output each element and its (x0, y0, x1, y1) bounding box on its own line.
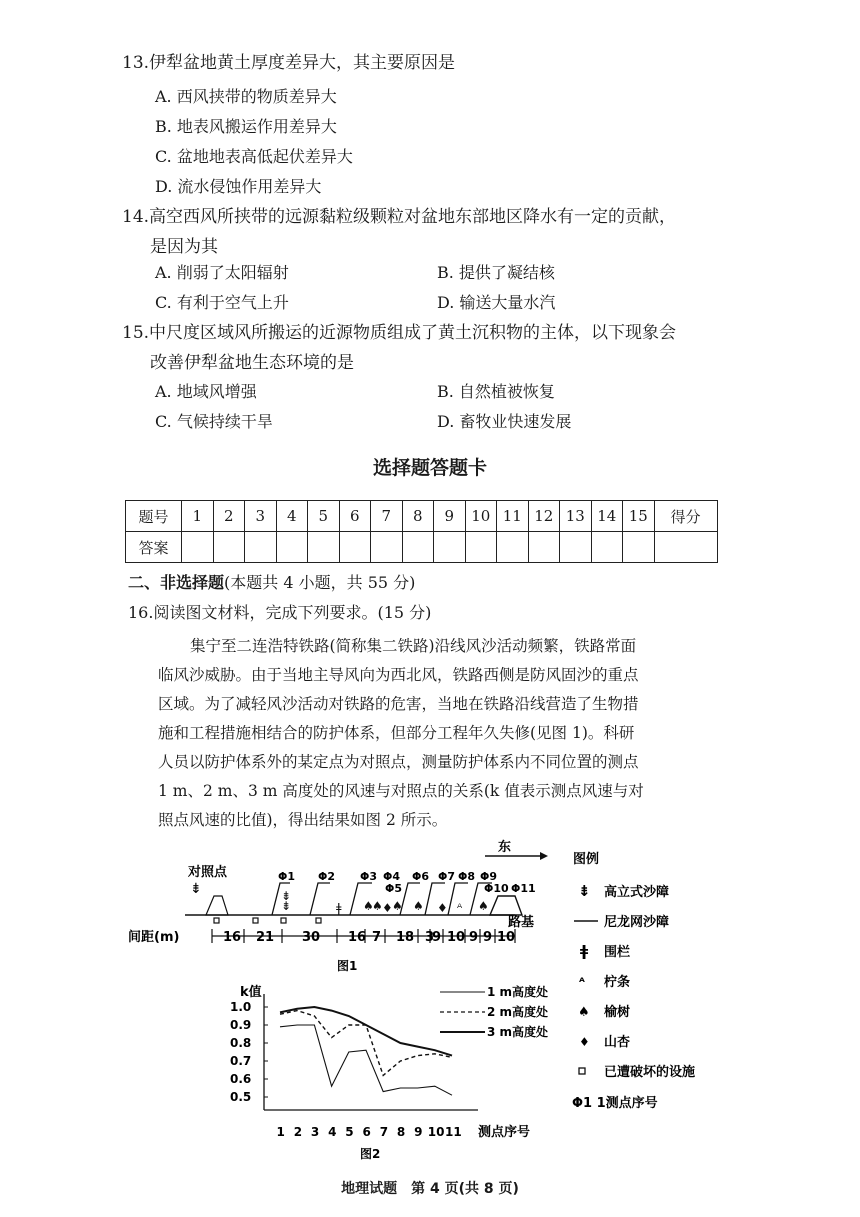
legend (572, 851, 695, 1111)
damaged-facility-icon (214, 918, 219, 923)
damaged-facility-icon (579, 1068, 585, 1074)
spacing-value: 21 (256, 930, 275, 945)
point-label: Φ8 (458, 870, 476, 883)
q15-option-b: B. 自然植被恢复 (437, 382, 555, 401)
section-heading (128, 570, 415, 593)
number-cell: 7 (371, 501, 403, 532)
q16-stem: 16.阅读图文材料，完成下列要求。(15 分) (128, 603, 432, 622)
y-tick-label: 0.5 (230, 1090, 252, 1104)
q16-paragraph-line-3: 区域。为了减轻风沙活动对铁路的危害，当地在铁路沿线营造了生物措 (158, 695, 639, 713)
roadbed-label: 路基 (508, 915, 535, 930)
score-cell[interactable] (654, 532, 717, 563)
number-cell: 5 (308, 501, 340, 532)
q15-option-d: D. 畜牧业快速发展 (437, 412, 572, 431)
spacing-value: 9 (432, 930, 442, 945)
y-tick-label: 0.7 (230, 1054, 252, 1068)
q15-option-c: C. 气候持续干旱 (155, 412, 273, 431)
answer-cell[interactable] (402, 532, 434, 563)
x-tick-label: 11 (445, 1125, 462, 1139)
q14-option-a: A. 削弱了太阳辐射 (155, 263, 289, 282)
apricot-tree-icon: ♦ (437, 901, 448, 915)
x-tick-label: 7 (379, 1125, 389, 1139)
answer-cell[interactable] (182, 532, 214, 563)
spacing-value: 10 (497, 930, 516, 945)
point-label: Φ1 (278, 870, 296, 883)
chart-ylabel: k值 (240, 985, 262, 1000)
series-2-legend-label: 2 m高度处 (487, 1005, 549, 1019)
x-tick-label: 10 (427, 1125, 445, 1139)
spacing-value: 16 (223, 930, 242, 945)
point-label: Φ5 (385, 882, 403, 895)
elm-tree-icon: ♠ (478, 899, 489, 913)
q13-option-d: D. 流水侵蚀作用差异大 (155, 177, 322, 196)
answer-cell[interactable] (497, 532, 529, 563)
chart-xlabel: 测点序号 (478, 1125, 531, 1140)
section-note: (本题共 4 小题，共 55 分) (224, 573, 416, 592)
number-cell: 14 (591, 501, 623, 532)
fence-icon: ǂ (580, 942, 589, 960)
number-row-label: 题号 (126, 501, 182, 532)
series-2-line (280, 1011, 452, 1076)
spacing-value: 16 (348, 930, 367, 945)
answer-cell[interactable] (465, 532, 497, 563)
damaged-facility-icon (281, 918, 286, 923)
q13-option-b: B. 地表风搬运作用差异大 (155, 117, 337, 136)
answer-cell[interactable] (371, 532, 403, 563)
number-cell: 3 (245, 501, 277, 532)
point-label: Φ6 (412, 870, 430, 883)
control-point-mound (206, 896, 228, 915)
q13-option-a: A. 西风挟带的物质差异大 (155, 87, 337, 106)
q14-option-c: C. 有利于空气上升 (155, 293, 289, 312)
answer-cell[interactable] (591, 532, 623, 563)
q15-option-a: A. 地域风增强 (155, 382, 257, 401)
control-point-barrier-icon: ⇟ (190, 881, 202, 897)
number-cell: 12 (528, 501, 560, 532)
series-1-line (280, 1025, 452, 1095)
number-cell: 4 (276, 501, 308, 532)
q16-paragraph-line-1: 集宁至二连浩特铁路(简称集二铁路)沿线风沙活动频繁，铁路常面 (190, 637, 637, 655)
elm-tree-icon: ♠ (392, 899, 403, 913)
q15-stem: 15.中尺度区域风所搬运的近源物质组成了黄土沉积物的主体，以下现象会 (122, 323, 677, 343)
figure-2-chart (230, 984, 548, 1161)
point-label: Φ4 (383, 870, 401, 883)
answer-cell[interactable] (245, 532, 277, 563)
q15-stem-cont: 改善伊犁盆地生态环境的是 (150, 353, 354, 373)
legend-label: 榆树 (604, 1005, 631, 1020)
elm-tree-icon: ♠ (363, 899, 374, 913)
number-cell: 2 (213, 501, 245, 532)
answer-cell[interactable] (213, 532, 245, 563)
y-tick-label: 0.8 (230, 1036, 252, 1050)
q16-paragraph-line-7: 照点风速的比值)，得出结果如图 2 所示。 (158, 811, 448, 829)
elm-tree-icon: ♠ (578, 1005, 590, 1020)
legend-label: 山杏 (604, 1035, 631, 1050)
q13-stem: 13.伊犁盆地黄土厚度差异大，其主要原因是 (122, 53, 456, 73)
answer-cell[interactable] (339, 532, 371, 563)
legend-label: 围栏 (604, 945, 631, 960)
high-sand-barrier-icon: ⇟ (281, 899, 292, 913)
elm-tree-icon: ♠ (372, 899, 383, 913)
x-tick-label: 6 (362, 1125, 371, 1139)
answer-cell[interactable] (276, 532, 308, 563)
answer-cell[interactable] (308, 532, 340, 563)
legend-label: 尼龙网沙障 (604, 915, 670, 930)
spacing-value: 3 (425, 930, 435, 945)
answer-card-answer-row (126, 532, 718, 563)
number-cell: 1 (182, 501, 214, 532)
q16-paragraph-line-2: 临风沙威胁。由于当地主导风向为西北风，铁路西侧是防风固沙的重点 (158, 666, 639, 684)
number-cell: 6 (339, 501, 371, 532)
caragana-icon: ᴬ (457, 901, 463, 915)
series-3-line (280, 1007, 452, 1056)
spacing-label: 间距(m) (128, 930, 180, 945)
number-cell: 8 (402, 501, 434, 532)
answer-row-label: 答案 (126, 532, 182, 563)
damaged-facility-icon (253, 918, 258, 923)
fence-icon: ǂ (336, 901, 342, 915)
legend-label: 高立式沙障 (604, 885, 670, 900)
answer-card-table (125, 500, 718, 563)
point-label: Φ9 (480, 870, 498, 883)
nylon-net-barrier (310, 883, 330, 915)
page-footer: 地理试题 第 4 页(共 8 页) (341, 1181, 519, 1197)
spacing-value: 10 (447, 930, 466, 945)
q13-option-c: C. 盆地地表高低起伏差异大 (155, 147, 353, 166)
x-tick-label: 2 (293, 1125, 303, 1139)
elm-tree-icon: ♠ (413, 899, 424, 913)
point-label: Φ2 (318, 870, 336, 883)
q14-option-b: B. 提供了凝结核 (437, 263, 555, 282)
roadbed-shape (490, 896, 522, 915)
answer-card-title: 选择题答题卡 (372, 457, 487, 479)
x-tick-label: 5 (345, 1125, 354, 1139)
spacing-value: 9 (483, 930, 493, 945)
score-label: 得分 (654, 501, 717, 532)
point-label: Φ10 (484, 882, 509, 895)
answer-cell[interactable] (528, 532, 560, 563)
y-tick-label: 0.6 (230, 1072, 252, 1086)
x-tick-label: 3 (310, 1125, 320, 1139)
x-tick-label: 1 (276, 1125, 285, 1139)
number-cell: 15 (623, 501, 655, 532)
legend-label: 已遭破坏的设施 (604, 1065, 696, 1080)
q16-paragraph-line-4: 施和工程措施相结合的防护体系，但部分工程年久失修(见图 1)。科研 (158, 724, 635, 742)
answer-cell[interactable] (623, 532, 655, 563)
legend-title: 图例 (573, 852, 600, 867)
figure-1-caption: 图1 (337, 959, 358, 973)
caragana-icon: ᴬ (579, 975, 585, 989)
direction-label: 东 (498, 840, 512, 855)
spacing-value: 9 (469, 930, 479, 945)
number-cell: 11 (497, 501, 529, 532)
y-tick-label: 0.9 (230, 1018, 252, 1032)
spacing-value: 7 (372, 930, 382, 945)
spacing-value: 30 (302, 930, 321, 945)
x-tick-label: 9 (414, 1125, 423, 1139)
point-label: Φ11 (511, 882, 536, 895)
q16-paragraph-line-5: 人员以防护体系外的某定点为对照点，测量防护体系内不同位置的测点 (158, 753, 639, 771)
point-label: Φ7 (438, 870, 456, 883)
x-tick-label: 4 (328, 1125, 337, 1139)
number-cell: 13 (560, 501, 592, 532)
q14-option-d: D. 输送大量水汽 (437, 293, 556, 312)
figure-1 (128, 839, 548, 973)
answer-card-number-row (126, 501, 718, 532)
q14-stem-cont: 是因为其 (150, 237, 218, 257)
series-1-legend-label: 1 m高度处 (487, 985, 549, 999)
figure-2-caption: 图2 (360, 1147, 381, 1161)
east-arrow-head-icon (540, 852, 548, 860)
apricot-tree-icon: ♦ (579, 1035, 590, 1049)
apricot-tree-icon: ♦ (382, 901, 393, 915)
answer-cell[interactable] (560, 532, 592, 563)
q16-paragraph-line-6: 1 m、2 m、3 m 高度处的风速与对照点的关系(k 值表示测点风速与对 (158, 782, 644, 800)
damaged-facility-icon (316, 918, 321, 923)
number-cell: 9 (434, 501, 466, 532)
legend-label: Φ1 1测点序号 (572, 1096, 658, 1111)
figures (0, 838, 860, 1168)
point-label: Φ3 (360, 870, 378, 883)
spacing-value: 18 (396, 930, 415, 945)
q14-stem: 14.高空西风所挟带的远源黏粒级颗粒对盆地东部地区降水有一定的贡献， (122, 207, 677, 227)
high-sand-barrier-icon: ⇟ (281, 889, 292, 903)
answer-cell[interactable] (434, 532, 466, 563)
section-title: 二、非选择题 (128, 573, 225, 592)
series-3-legend-label: 3 m高度处 (487, 1025, 549, 1039)
control-point-label: 对照点 (188, 865, 228, 880)
legend-label: 柠条 (604, 975, 631, 990)
high-sand-barrier-icon: ⇟ (578, 882, 591, 900)
number-cell: 10 (465, 501, 497, 532)
y-tick-label: 1.0 (230, 1000, 252, 1014)
x-tick-label: 8 (396, 1125, 406, 1139)
